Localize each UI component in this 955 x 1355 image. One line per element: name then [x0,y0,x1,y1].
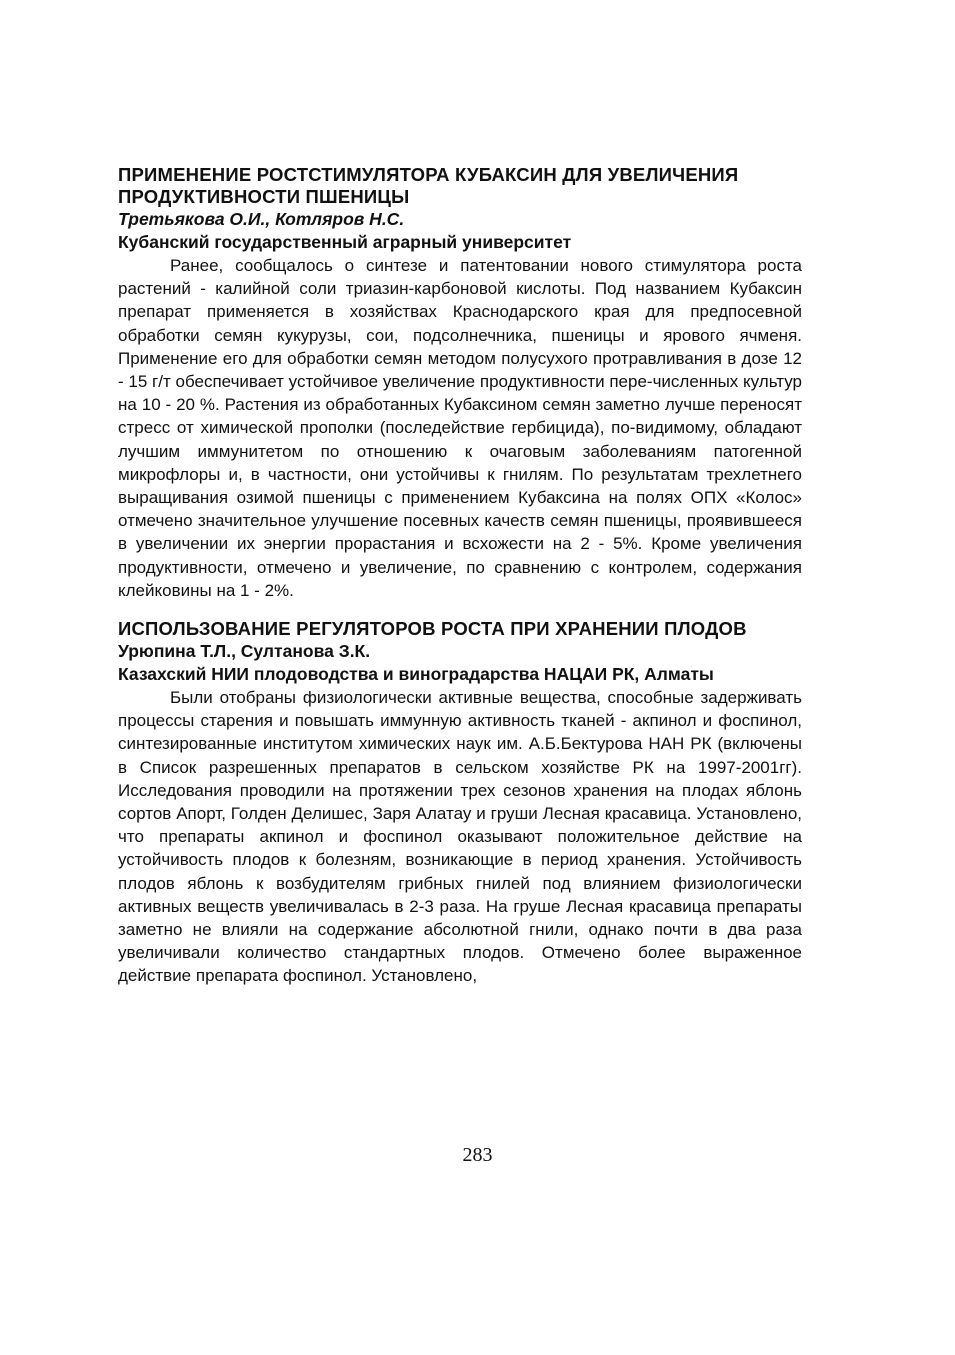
article-2-authors: Урюпина Т.Л., Султанова З.К. [118,641,371,662]
article-2-body: Были отобраны физиологически активные вещества, способные задерживать процессы старения и повышать иммунную активность тканей - акпинол и фоспинол, синтезированные институтом химических наук им. А.Б.Бектурова НАН РК (включены в Список разрешенных препаратов в сельском хозяйстве РК на 1997-2001гг). Исследования проводили на протяжении трех сезонов хранения на плодах яблонь сортов Апорт, Голден Делишес, Заря Алатау и груши Лесная красавица. Установлено, что препараты акпинол и фоспинол оказывают положительное действие на устойчивость плодов к болезням, возникающие в период хранения. Устойчивость плодов яблонь к возбудителям грибных гнилей под влиянием физиологически активных веществ увеличивалась в 2-3 раза. На груше Лесная красавица препараты заметно не влияли на содержание абсолютной гнили, однако почти в два раза увеличивали количество стандартных плодов. Отмечено более выраженное действие препарата фоспинол. Установлено, [118,688,802,986]
article-1-authors: Третьякова О.И., Котляров Н.С. [118,209,405,229]
article-2-title: ИСПОЛЬЗОВАНИЕ РЕГУЛЯТОРОВ РОСТА ПРИ ХРАНЕНИИ ПЛОДОВ [118,618,747,640]
article-1-body: Ранее, сообщалось о синтезе и патентовании нового стимулятора роста растений - калийной соли триазин-карбоновой кислоты. Под названием Кубаксин препарат применяется в хозяйствах Краснодарского края для предпосевной обработки семян кукурузы, сои, подсолнечника, пшеницы и ярового ячменя. Применение его для обработки семян методом полусухого протравливания в дозе 12 - 15 г/т обеспечивает устойчивое увеличение продуктивности пере-численных культур на 10 - 20 %. Растения из обработанных Кубаксином семян заметно лучше переносят стресс от химической прополки (последействие гербицида), по-видимому, обладают лучшим иммунитетом по отношению к очаговым заболеваниям патогенной микрофлоры и, в частности, они устойчивы к гнилям. По результатам трехлетнего выращивания озимой пшеницы с применением Кубаксина на полях ОПХ «Колос» отмечено значительное улучшение посевных качеств семян пшеницы, проявившееся в увеличении их энергии прорастания и всхожести на 2 - 5%. Кроме увеличения продуктивности, отмечено и увеличение, по сравнению с контролем, содержания клейковины на 1 - 2%. [118,256,802,600]
article-1 [118,164,802,602]
page-content [118,164,802,988]
article-2-affiliation: Казахский НИИ плодоводства и виноградарства НАЦАИ РК, Алматы [118,664,714,685]
page-number: 283 [462,1144,493,1166]
article-2 [118,618,802,988]
article-1-title: ПРИМЕНЕНИЕ РОСТСТИМУЛЯТОРА КУБАКСИН ДЛЯ УВЕЛИЧЕНИЯ ПРОДУКТИВНОСТИ ПШЕНИЦЫ [118,164,739,207]
article-1-affiliation: Кубанский государственный аграрный университет [118,232,572,252]
